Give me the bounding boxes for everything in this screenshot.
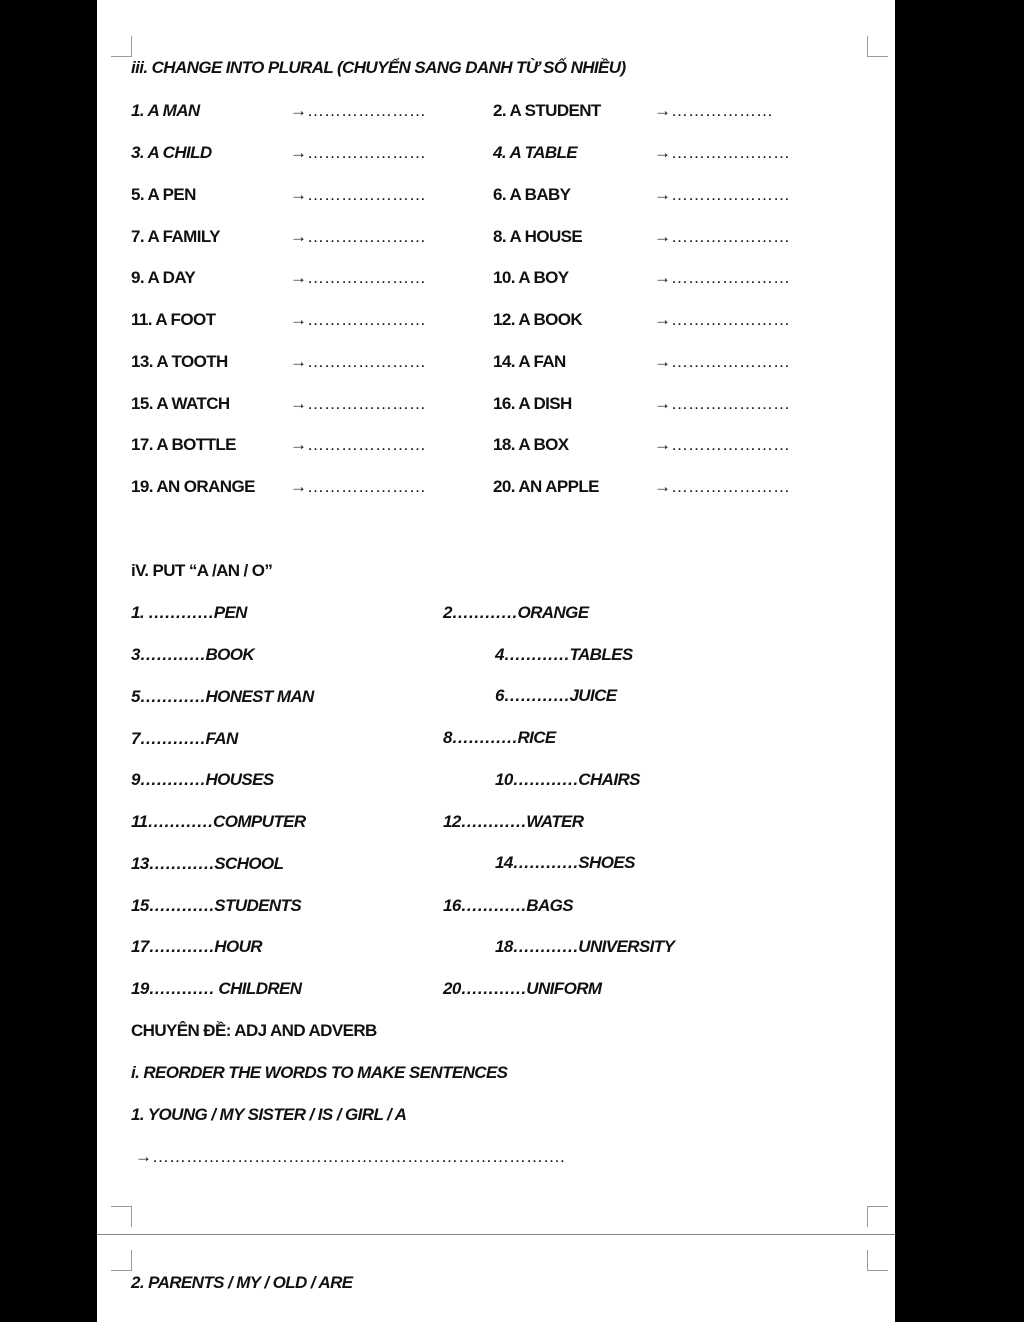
section3-heading: iii. CHANGE INTO PLURAL (CHUYỂN SANG DANH TỪ SỐ NHIỀU) xyxy=(131,58,626,77)
answer-blank[interactable]: →………………… xyxy=(290,227,426,246)
list-item: 6…………JUICE xyxy=(495,686,617,705)
list-item: 19………… CHILDREN xyxy=(131,979,302,998)
list-item: 17. A BOTTLE xyxy=(131,435,236,454)
list-item: 3…………BOOK xyxy=(131,645,255,664)
answer-blank[interactable]: →………………… xyxy=(290,435,426,454)
crop-mark-next-top-right xyxy=(867,1250,888,1271)
list-item: 6. A BABY xyxy=(493,185,571,204)
topic-subheading: i. REORDER THE WORDS TO MAKE SENTENCES xyxy=(131,1063,508,1082)
list-item: 7…………FAN xyxy=(131,729,238,748)
answer-blank[interactable]: →………………… xyxy=(290,268,426,287)
topic-heading: CHUYÊN ĐỀ: ADJ AND ADVERB xyxy=(131,1021,377,1040)
list-item: 7. A FAMILY xyxy=(131,227,220,246)
list-item: 12. A BOOK xyxy=(493,310,583,329)
list-item: 13…………SCHOOL xyxy=(131,854,284,873)
list-item: 16…………BAGS xyxy=(443,896,574,915)
answer-blank[interactable]: →………………… xyxy=(654,310,790,329)
list-item: 9…………HOUSES xyxy=(131,770,274,789)
answer-blank[interactable]: →………………… xyxy=(654,477,790,496)
list-item: 1. A MAN xyxy=(131,101,200,120)
answer-blank[interactable]: →………………… xyxy=(290,394,426,413)
crop-mark-bottom-right xyxy=(867,1206,888,1227)
list-item: 13. A TOOTH xyxy=(131,352,228,371)
list-item: 4. A TABLE xyxy=(493,143,578,162)
answer-blank[interactable]: →……………… xyxy=(654,101,773,120)
answer-blank[interactable]: →………………… xyxy=(654,227,790,246)
crop-mark-top-left xyxy=(111,36,132,57)
answer-blank[interactable]: →………………… xyxy=(654,268,790,287)
list-item: 5. A PEN xyxy=(131,185,196,204)
answer-blank[interactable]: →………………… xyxy=(654,352,790,371)
list-item: 5…………HONEST MAN xyxy=(131,687,314,706)
list-item: 12…………WATER xyxy=(443,812,584,831)
crop-mark-bottom-left xyxy=(111,1206,132,1227)
question-1: 1. YOUNG / MY SISTER / IS / GIRL / A xyxy=(131,1105,407,1124)
list-item: 11. A FOOT xyxy=(131,310,216,329)
list-item: 14…………SHOES xyxy=(495,853,635,872)
list-item: 11…………COMPUTER xyxy=(131,812,306,831)
page-break-line xyxy=(97,1234,895,1235)
answer-blank[interactable]: →………………… xyxy=(654,435,790,454)
list-item: 15…………STUDENTS xyxy=(131,896,302,915)
list-item: 20…………UNIFORM xyxy=(443,979,602,998)
answer-blank[interactable]: →………………… xyxy=(290,477,426,496)
list-item: 16. A DISH xyxy=(493,394,572,413)
list-item: 19. AN ORANGE xyxy=(131,477,255,496)
list-item: 14. A FAN xyxy=(493,352,566,371)
section4-heading: iV. PUT “A /AN / O” xyxy=(131,561,273,580)
list-item: 18…………UNIVERSITY xyxy=(495,937,675,956)
list-item: 4…………TABLES xyxy=(495,645,633,664)
list-item: 10…………CHAIRS xyxy=(495,770,640,789)
list-item: 2. A STUDENT xyxy=(493,101,601,120)
list-item: 18. A BOX xyxy=(493,435,569,454)
crop-mark-top-right xyxy=(867,36,888,57)
list-item: 9. A DAY xyxy=(131,268,196,287)
list-item: 15. A WATCH xyxy=(131,394,230,413)
answer-blank[interactable]: →………………… xyxy=(290,310,426,329)
answer-blank[interactable]: →………………… xyxy=(654,143,790,162)
list-item: 10. A BOY xyxy=(493,268,569,287)
answer-blank[interactable]: →………………… xyxy=(654,394,790,413)
answer-blank[interactable]: →………………… xyxy=(290,101,426,120)
list-item: 3. A CHILD xyxy=(131,143,212,162)
list-item: 17…………HOUR xyxy=(131,937,262,956)
document-page xyxy=(97,0,895,1322)
answer-blank-q1[interactable]: →………………………………………………………………. xyxy=(135,1147,565,1166)
list-item: 20. AN APPLE xyxy=(493,477,599,496)
crop-mark-next-top-left xyxy=(111,1250,132,1271)
answer-blank[interactable]: →………………… xyxy=(290,143,426,162)
list-item: 1. …………PEN xyxy=(131,603,247,622)
question-2: 2. PARENTS / MY / OLD / ARE xyxy=(131,1273,353,1292)
list-item: 2…………ORANGE xyxy=(443,603,589,622)
list-item: 8…………RICE xyxy=(443,728,556,747)
answer-blank[interactable]: →………………… xyxy=(290,185,426,204)
list-item: 8. A HOUSE xyxy=(493,227,583,246)
answer-blank[interactable]: →………………… xyxy=(290,352,426,371)
answer-blank[interactable]: →………………… xyxy=(654,185,790,204)
